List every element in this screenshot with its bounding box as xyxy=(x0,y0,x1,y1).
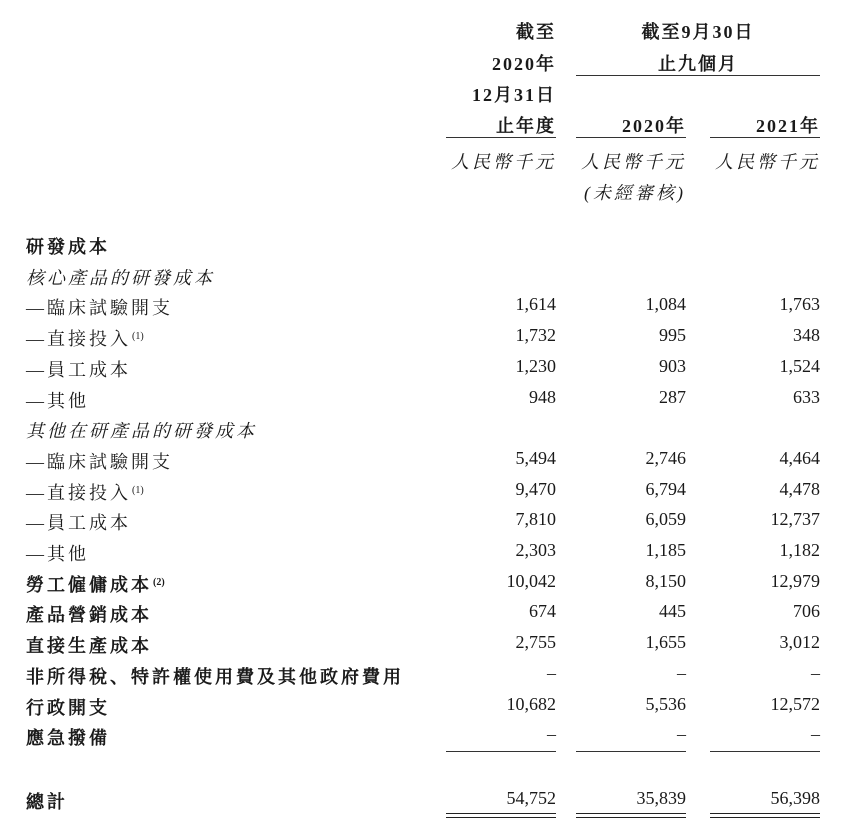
row-label-text: 應急撥備 xyxy=(26,728,110,748)
unaudited-note: (未經審核) xyxy=(584,183,686,203)
cell-col1: 948 xyxy=(529,387,556,407)
row-label-text: 核心產品的研發成本 xyxy=(26,268,215,288)
cell-col2: 445 xyxy=(659,601,686,621)
row-label-text: —臨床試驗開支 xyxy=(26,452,173,472)
cell-col2: 995 xyxy=(659,325,686,345)
row-label-text: —其他 xyxy=(26,544,89,564)
cell-col3: 1,524 xyxy=(779,356,820,376)
cell-col2: 1,084 xyxy=(645,294,686,314)
row-label xyxy=(26,724,110,750)
group-header-rule xyxy=(576,75,820,76)
subtotal-rule-col2 xyxy=(576,751,686,752)
cell-col2: 1,185 xyxy=(645,540,686,560)
cell-col2: – xyxy=(677,663,686,683)
cell-col1: 1,230 xyxy=(515,356,556,376)
row-label xyxy=(26,694,110,720)
row-label xyxy=(26,233,110,259)
row-label-text: —直接投入 xyxy=(26,329,131,349)
cell-col3: 3,012 xyxy=(779,632,820,652)
cell-col1: 1,732 xyxy=(515,325,556,345)
row-label xyxy=(26,264,215,290)
row-label xyxy=(26,325,144,351)
cell-col3: 1,763 xyxy=(779,294,820,314)
row-label xyxy=(26,571,165,597)
cell-col3: 12,737 xyxy=(770,509,820,529)
row-label-text: 產品營銷成本 xyxy=(26,605,152,625)
col3-header: 2021年 xyxy=(756,116,820,136)
cell-col1: 5,494 xyxy=(515,448,556,468)
cell-col2: 903 xyxy=(659,356,686,376)
row-label-text: —員工成本 xyxy=(26,360,131,380)
total-double-rule-col3 xyxy=(710,813,820,818)
col1-header-line2: 2020年 xyxy=(492,54,556,74)
row-label-text: 非所得稅、特許權使用費及其他政府費用 xyxy=(26,667,404,687)
cell-col2: 8,150 xyxy=(645,571,686,591)
total-double-rule-col2 xyxy=(576,813,686,818)
cell-col3: 706 xyxy=(793,601,820,621)
cell-col2: 287 xyxy=(659,387,686,407)
cell-col1: 2,755 xyxy=(515,632,556,652)
footnote-marker: (1) xyxy=(132,331,144,342)
group-header-line1: 截至9月30日 xyxy=(641,22,755,42)
row-label xyxy=(26,540,89,566)
cell-col1: – xyxy=(547,724,556,744)
row-label-text: —員工成本 xyxy=(26,513,131,533)
cell-col1: 10,682 xyxy=(506,694,556,714)
row-label-text: 行政開支 xyxy=(26,698,110,718)
subtotal-rule-col3 xyxy=(710,751,820,752)
subtotal-rule-col1 xyxy=(446,751,556,752)
row-label xyxy=(26,417,257,443)
footnote-marker: (1) xyxy=(132,485,144,496)
cell-col3: 4,478 xyxy=(779,479,820,499)
cell-col3: 12,572 xyxy=(770,694,820,714)
total-label: 總計 xyxy=(26,792,68,812)
total-col1: 54,752 xyxy=(506,788,556,808)
cell-col2: 6,059 xyxy=(645,509,686,529)
row-label-text: 直接生產成本 xyxy=(26,636,152,656)
row-label xyxy=(26,294,173,320)
cell-col2: 2,746 xyxy=(645,448,686,468)
cell-col3: 348 xyxy=(793,325,820,345)
row-label-text: 其他在研產品的研發成本 xyxy=(26,421,257,441)
cell-col3: 1,182 xyxy=(779,540,820,560)
col2-unit: 人民幣千元 xyxy=(581,152,686,172)
cell-col3: – xyxy=(811,663,820,683)
cell-col2: 6,794 xyxy=(645,479,686,499)
cell-col1: – xyxy=(547,663,556,683)
row-label xyxy=(26,632,152,658)
row-label xyxy=(26,601,152,627)
cell-col2: – xyxy=(677,724,686,744)
row-label-text: —其他 xyxy=(26,391,89,411)
cell-col3: 12,979 xyxy=(770,571,820,591)
group-header-line2: 止九個月 xyxy=(658,54,738,74)
col3-header-rule xyxy=(710,137,820,138)
cell-col2: 5,536 xyxy=(645,694,686,714)
row-label xyxy=(26,479,144,505)
row-label xyxy=(26,448,173,474)
col1-header-line3: 12月31日 xyxy=(472,85,556,105)
cell-col1: 2,303 xyxy=(515,540,556,560)
col2-header: 2020年 xyxy=(622,116,686,136)
total-col2: 35,839 xyxy=(636,788,686,808)
cell-col1: 1,614 xyxy=(515,294,556,314)
row-label-text: 研發成本 xyxy=(26,237,110,257)
cell-col1: 10,042 xyxy=(506,571,556,591)
col1-header-rule xyxy=(446,137,556,138)
total-double-rule-col1 xyxy=(446,813,556,818)
cell-col3: – xyxy=(811,724,820,744)
col1-header-line4: 止年度 xyxy=(496,116,556,136)
cell-col2: 1,655 xyxy=(645,632,686,652)
row-label-text: 勞工僱傭成本 xyxy=(26,575,152,595)
row-label xyxy=(26,356,131,382)
row-label xyxy=(26,663,404,689)
cell-col3: 4,464 xyxy=(779,448,820,468)
cell-col3: 633 xyxy=(793,387,820,407)
col2-header-rule xyxy=(576,137,686,138)
col3-unit: 人民幣千元 xyxy=(715,152,820,172)
total-col3: 56,398 xyxy=(770,788,820,808)
col1-header-line1: 截至 xyxy=(516,22,556,42)
cell-col1: 674 xyxy=(529,601,556,621)
cell-col1: 9,470 xyxy=(515,479,556,499)
footnote-marker: (2) xyxy=(153,577,165,588)
row-label-text: —直接投入 xyxy=(26,483,131,503)
row-label-text: —臨床試驗開支 xyxy=(26,298,173,318)
cell-col1: 7,810 xyxy=(515,509,556,529)
row-label xyxy=(26,509,131,535)
row-label xyxy=(26,387,89,413)
col1-unit: 人民幣千元 xyxy=(451,152,556,172)
